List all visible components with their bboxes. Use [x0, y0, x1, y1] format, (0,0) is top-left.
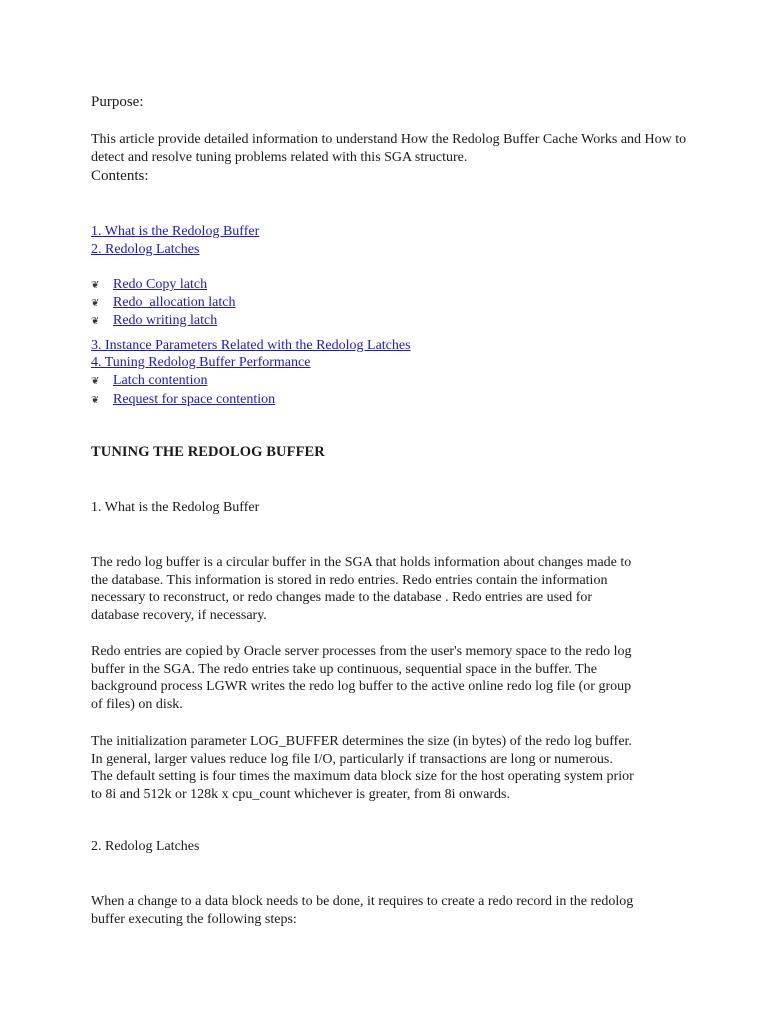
toc-link-tuning-performance[interactable]: 4. Tuning Redolog Buffer Performance	[91, 355, 311, 370]
toc-link-request-space-contention[interactable]: Request for space contention	[113, 392, 276, 407]
toc-link-redo-writing-latch[interactable]: Redo writing latch	[113, 313, 218, 328]
paragraph-line: the database. This information is stored in redo entries. Redo entries contain the information	[91, 572, 608, 588]
toc-link-redo-copy-latch[interactable]: Redo Copy latch	[113, 277, 208, 292]
toc-subitem	[91, 294, 391, 312]
paragraph-line: The initialization parameter LOG_BUFFER determines the size (in bytes) of the redo log buffer.	[91, 734, 632, 749]
toc-item-1	[91, 223, 259, 241]
contents-heading: Contents:	[91, 168, 149, 184]
paragraph-line: When a change to a data block needs to be done, it requires to create a redo record in the redolog	[91, 894, 634, 909]
paragraph-redolog-latches	[91, 893, 691, 928]
paragraph-line: of files) on disk.	[91, 696, 183, 712]
paragraph-log-buffer-parameter	[91, 733, 691, 803]
paragraph-line: database recovery, if necessary.	[91, 607, 267, 623]
bullet-icon: ❦	[91, 280, 100, 291]
paragraph-line: Redo entries are copied by Oracle server processes from the user's memory space to the redo log	[91, 644, 632, 659]
section1-heading: 1. What is the Redolog Buffer	[91, 500, 260, 515]
paragraph-line: The redo log buffer is a circular buffer in the SGA that holds information about changes made to	[91, 555, 632, 570]
paragraph-line: to 8i and 512k or 128k x cpu_count whichever is greater, from 8i onwards.	[91, 786, 510, 802]
intro-paragraph: This article provide detailed information to understand How the Redolog Buffer Cache Works and How to detect and resolve tuning problems related with this SGA structure.	[91, 132, 687, 165]
bullet-icon: ❦	[91, 316, 100, 327]
toc-link-what-is-redolog-buffer[interactable]: 1. What is the Redolog Buffer	[91, 224, 260, 239]
paragraph-line: The default setting is four times the maximum data block size for the host operating system prior	[91, 769, 634, 785]
toc-subitem	[91, 372, 391, 390]
paragraph-line: buffer executing the following steps:	[91, 911, 297, 927]
paragraph-line: necessary to reconstruct, or redo changes made to the database . Redo entries are used for	[91, 590, 593, 606]
toc-item-4	[91, 354, 310, 372]
purpose-heading: Purpose:	[91, 94, 144, 110]
toc-item-3	[91, 337, 411, 355]
bullet-icon: ❦	[91, 298, 100, 309]
paragraph-line: buffer in the SGA. The redo entries take up continuous, sequential space in the buffer. The	[91, 661, 597, 677]
section2-heading: 2. Redolog Latches	[91, 839, 200, 854]
toc-subitem	[91, 276, 391, 294]
bullet-icon: ❦	[91, 395, 100, 406]
toc-link-redo-allocation-latch[interactable]: Redo allocation latch	[113, 295, 236, 310]
toc-link-instance-parameters[interactable]: 3. Instance Parameters Related with the Redolog Latches	[91, 338, 411, 353]
toc-subitem	[91, 312, 391, 330]
toc-link-redolog-latches[interactable]: 2. Redolog Latches	[91, 242, 200, 257]
paragraph-redo-entries	[91, 643, 691, 713]
section-title: TUNING THE REDOLOG BUFFER	[91, 444, 325, 460]
paragraph-redo-buffer	[91, 554, 691, 624]
toc-item-2	[91, 241, 199, 259]
paragraph-line: background process LGWR writes the redo log buffer to the active online redo log file (or group	[91, 679, 632, 695]
toc-subitem	[91, 391, 391, 409]
bullet-icon: ❦	[91, 376, 100, 387]
paragraph-line: In general, larger values reduce log file I/O, particularly if transactions are long or numerous.	[91, 751, 613, 767]
toc-link-latch-contention[interactable]: Latch contention	[113, 373, 208, 388]
